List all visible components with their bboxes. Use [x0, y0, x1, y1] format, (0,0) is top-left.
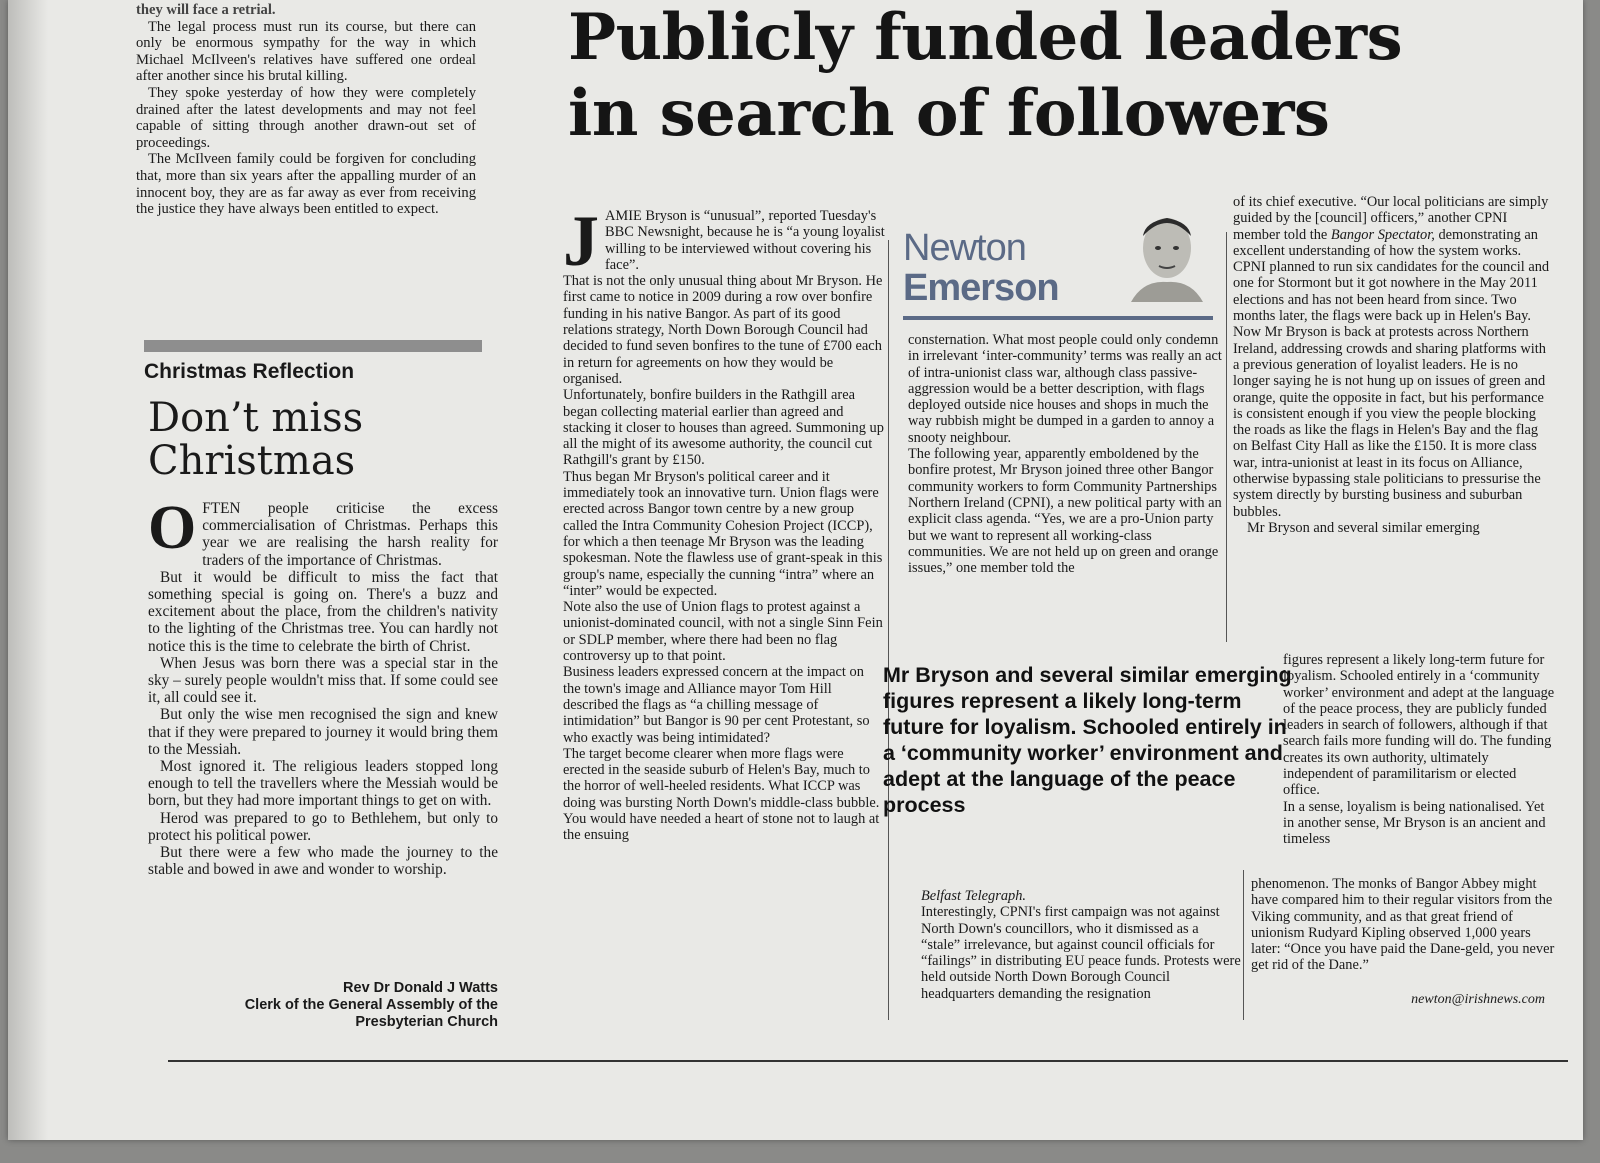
reflection-paragraph: But only the wise men recognised the sign and knew that if they were prepared to journey it would bring them to the Messiah. [148, 706, 498, 758]
columnist-last-name: Emerson [903, 267, 1059, 309]
column-rule [888, 240, 889, 1020]
article-column-3 [1233, 194, 1553, 536]
reflection-paragraph: Most ignored it. The religious leaders stopped long enough to tell the travellers where the Messiah would be born, but they had more important things to get on with. [148, 758, 498, 810]
reflection-author-block [198, 980, 498, 1031]
author-title: Clerk of the General Assembly of the [244, 997, 498, 1013]
article-paragraph: The following year, apparently emboldened by the bonfire protest, Mr Bryson joined three other Bangor community workers to form Community Partnerships Northern Ireland (CPNI), a new political party with an explicit class agenda. “Yes, we are a pro-Union party but we want to represent all working-class communities. We are not held up on green and orange issues,” one member told the [908, 446, 1222, 577]
article-text: of its chief executive. “Our local politicians are simply guided by the [council] officers,” another CPNI member told the [1233, 194, 1549, 243]
section-label: Christmas Reflection [144, 360, 355, 383]
reflection-paragraph: But it would be difficult to miss the fact that something special is going on. There's a buzz and excitement about the place, from the children's nativity to the lighting of the Christmas tree. You can hardly not notice this is the time to celebrate the birth of Christ. [148, 568, 498, 655]
editorial-paragraph: They spoke yesterday of how they were completely drained after the latest developments and may not feel capable of sitting through another drawn-out set of proceedings. [136, 84, 476, 151]
reflection-title-line: Don’t miss [148, 395, 364, 441]
article-column-3-narrow [1283, 652, 1555, 848]
reflection-paragraph: Herod was prepared to go to Bethlehem, but only to protect his political power. [148, 809, 498, 844]
article-paragraph: The target become clearer when more flags were erected in the seaside suburb of Helen's Bay, much to the horror of well-heeled residents. What ICCP was doing was bursting North Down's middle-class bubble. You would have needed a heart of stone not to laugh at the ensuing [563, 745, 880, 844]
reflection-title-line: Christmas [148, 438, 356, 484]
article-paragraph: phenomenon. The monks of Bangor Abbey might have compared him to their regular visitors from the Viking community, and as that great friend of unionism Rudyard Kipling observed 1,000 years later: “Once you have paid the Dane-geld, you never get rid of the Dane.” [1251, 876, 1555, 974]
column-rule [1226, 232, 1227, 642]
pull-quote: Mr Bryson and several similar emerging figures represent a likely long-term future for loyalism. Schooled entirely in a ‘community worker’ environment and adept at the language of the peace process [883, 663, 1292, 817]
section-divider [144, 340, 482, 352]
reflection-title [148, 397, 363, 483]
article-paragraph: figures represent a likely long-term future for loyalism. Schooled entirely in a ‘community worker’ environment and adept at the language of the peace process, they are publicly funded leaders in search of followers, although if that search fails more funding will do. The funding creates its own authority, ultimately independent of paramilitarism or elected office. [1283, 652, 1555, 799]
article-lead-paragraph [563, 201, 885, 281]
editorial-paragraph: The McIlveen family could be forgiven for concluding that, more than six years after the appalling murder of an innocent boy, they are as far away as ever from receiving the justice they have always been entitled to expect. [136, 151, 476, 218]
reflection-lead-text: FTEN people criticise the excess commercialisation of Christmas. Perhaps this year we are realising the harsh reality for traders of the importance of Christmas. [202, 500, 498, 569]
reflection-paragraph: When Jesus was born there was a special star in the sky – surely people wouldn't miss that. If some could see it, all could see it. [148, 654, 498, 707]
author-title: Presbyterian Church [355, 1014, 498, 1030]
article-paragraph: Interestingly, CPNI's first campaign was not against North Down's councillors, who it dismissed as a “stale” irrelevance, but against council officials for “failings” in distributing EU peace funds. Protests were held outside North Down Borough Council headquarters demanding the resignation [921, 904, 1241, 1002]
article-paragraph: consternation. What most people could only condemn in irrelevant ‘inter-community’ terms was really an act of intra-unionist class war, although class passive-aggression would be a better description, with flags deployed outside nice houses and shops in much the way rubbish might be dumped in a garden to annoy a snooty neighbour. [908, 332, 1222, 446]
headline-line: Publicly funded leaders [568, 0, 1403, 75]
article-text: demonstrating an excellent understanding of how the system works. [1233, 226, 1538, 259]
page-fold-shadow [8, 0, 48, 1140]
source-name: Bangor Spectator, [1330, 226, 1435, 243]
article-lead-text: AMIE Bryson is “unusual”, reported Tuesday's BBC Newsnight, because he is “a young loyalist willing to be interviewed without covering his face”. [605, 208, 885, 273]
article-dropcap: J [563, 201, 599, 281]
author-name: Rev Dr Donald J Watts [343, 980, 498, 996]
article-paragraph: Thus began Mr Bryson's political career and it immediately took an innovative turn. Union flags were erected across Bangor town centre by a new group called the Intra Community Cohesion Project (ICCP), for which a then teenage Mr Bryson was the leading spokesman. Note the flawless use of grant-speak in this group's name, especially the cunning “intra” where an “inter” would be expected. [563, 468, 883, 599]
source-name: Belfast Telegraph. [921, 888, 1026, 904]
page-bottom-rule [168, 1060, 1568, 1062]
article-paragraph: Now Mr Bryson is back at protests across Northern Ireland, addressing crowds and sharing platforms with a previous generation of loyalist leaders. He is no longer saying he is not hung up on issues of green and orange, quite the opposite in fact, but his performance is consistent enough if you view the people blocking the roads as like the flags in Helen's Bay and the flag on Belfast City Hall as like the £150. It is more class war, intra-unionist at least in its focus on Alliance, otherwise bypassing stale politicians to pressurise the system directly by bursting business and suburban bubbles. [1233, 324, 1546, 520]
reflection-dropcap: O [148, 494, 197, 562]
article-paragraph: Business leaders expressed concern at the impact on the town's image and Alliance mayor Tom Hill described the flags as “a chilling message of intimidation” but Bangor is 90 per cent Protestant, so who exactly was being intimidated? [563, 664, 870, 746]
reflection-body [148, 494, 498, 879]
article-paragraph: Mr Bryson and several similar emerging [1247, 519, 1480, 536]
headline [568, 0, 1568, 152]
article-column-1 [563, 201, 885, 844]
article-paragraph: In a sense, loyalism is being nationalised. Yet in another sense, Mr Bryson is an ancient and timeless [1283, 798, 1546, 848]
article-paragraph [1233, 194, 1553, 259]
article-column-3-lower [1251, 876, 1556, 974]
article-paragraph: That is not the only unusual thing about Mr Bryson. He first came to notice in 2009 during a row over bonfire funding in his native Bangor. As part of its good relations strategy, North Down Borough Council had decided to fund seven bonfires to the tune of £700 each in return for agreements on how they would be organised. [563, 273, 883, 387]
article-paragraph: CPNI planned to run six candidates for the council and one for Stormont but it got nowhere in the May 2011 elections and has not been heard from since. Two months later, the flags were back up in Helen's Bay. [1233, 259, 1550, 325]
column-rule [1243, 870, 1244, 1020]
article-paragraph: Unfortunately, bonfire builders in the Rathgill area began collecting material earlier than agreed and stacking it closer to houses than agreed. Summoning up all the might of its awesome authority, the council cut Rathgill's grant by £150. [563, 387, 884, 469]
reflection-paragraph: But there were a few who made the journey to the stable and bowed in awe and wonder to worship. [148, 844, 498, 879]
article-paragraph: Note also the use of Union flags to protest against a unionist-dominated council, with not a single Sinn Fein or SDLP member, where there had been no flag controversy up to that point. [563, 599, 883, 665]
columnist-portrait [1123, 210, 1211, 302]
newspaper-page [8, 0, 1583, 1140]
editorial-paragraph: The legal process must run its course, but there can only be enormous sympathy for the way in which Michael McIlveen's relatives have suffered one ordeal after another since his brutal killing. [136, 18, 476, 85]
reflection-lead-paragraph [148, 494, 498, 569]
article-column-2-lower [921, 888, 1241, 1002]
columnist-email: newton@irishnews.com [1411, 992, 1545, 1007]
editorial-fragment: they will face a retrial. [136, 2, 276, 18]
byline-underline [903, 316, 1213, 320]
headline-line: in search of followers [568, 76, 1330, 151]
article-column-2 [908, 332, 1223, 576]
columnist-byline [903, 228, 1213, 324]
editorial-column [136, 2, 476, 218]
columnist-first-name: Newton [903, 227, 1026, 269]
